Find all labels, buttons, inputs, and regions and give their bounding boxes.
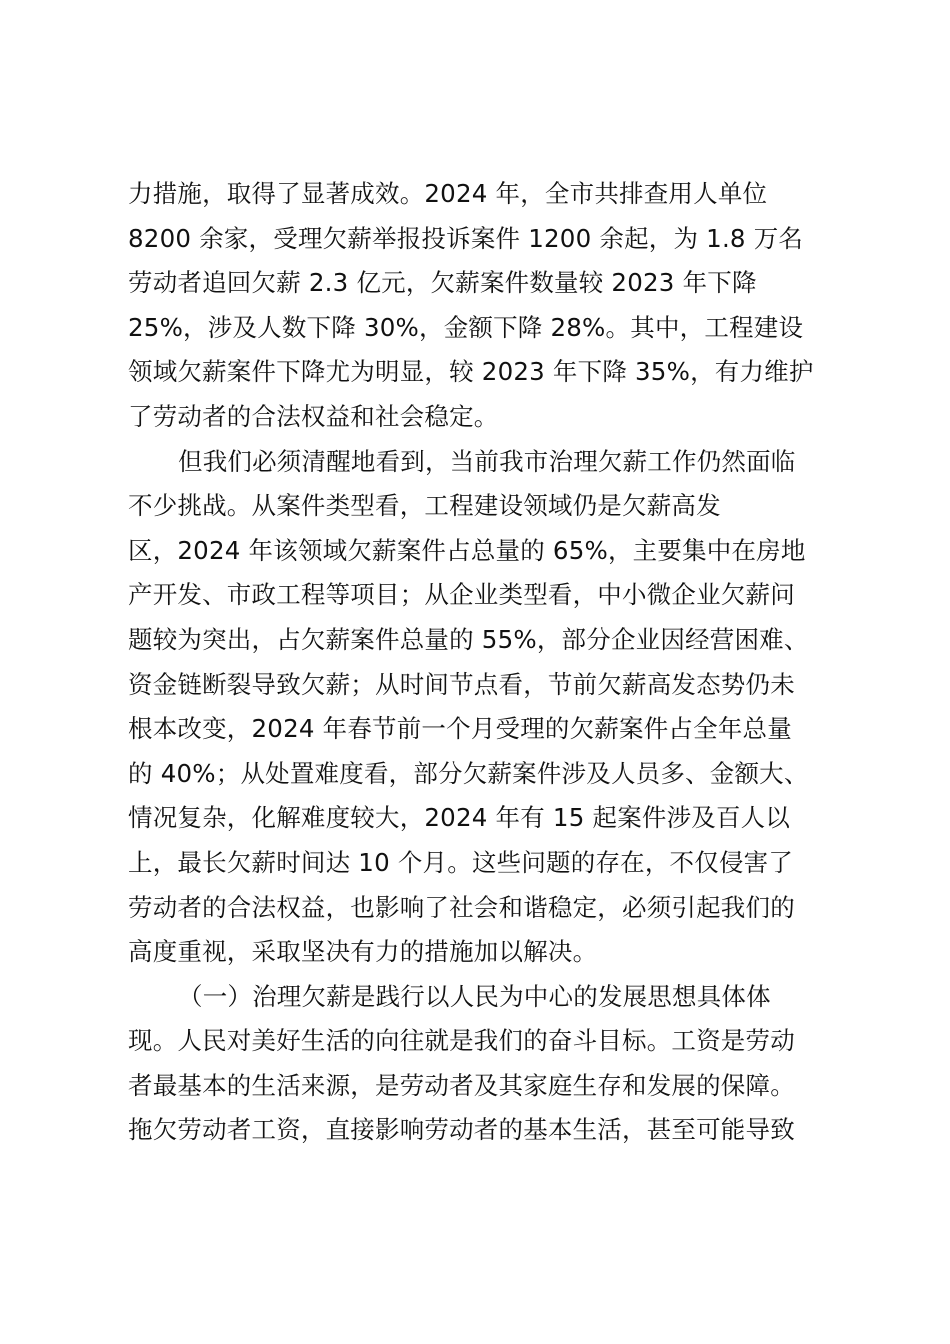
text-line: 资金链断裂导致欠薪；从时间节点看，节前欠薪高发态势仍未 [128,669,795,699]
text-line: 劳动者追回欠薪 2.3 亿元，欠薪案件数量较 2023 年下降 [128,268,757,298]
text-line: 不少挑战。从案件类型看，工程建设领域仍是欠薪高发 [128,491,721,521]
text-line: 情况复杂，化解难度较大，2024 年有 15 起案件涉及百人以 [128,803,791,833]
text-line: 高度重视，采取坚决有力的措施加以解决。 [128,937,598,967]
text-line: 8200 余家，受理欠薪举报投诉案件 1200 余起，为 1.8 万名 [128,223,804,253]
text-line: 劳动者的合法权益，也影响了社会和谐稳定，必须引起我们的 [128,892,795,922]
text-line: 了劳动者的合法权益和社会稳定。 [128,401,499,431]
text-line: 题较为突出，占欠薪案件总量的 55%，部分企业因经营困难、 [128,624,809,654]
body-text [128,172,828,1153]
text-line: 产开发、市政工程等项目；从企业类型看，中小微企业欠薪问 [128,580,795,610]
text-line: 的 40%；从处置难度看，部分欠薪案件涉及人员多、金额大、 [128,758,809,788]
text-line: 拖欠劳动者工资，直接影响劳动者的基本生活，甚至可能导致 [128,1115,795,1145]
text-line: 现。人民对美好生活的向往就是我们的奋斗目标。工资是劳动 [128,1026,795,1056]
section-heading-line: （一）治理欠薪是践行以人民为中心的发展思想具体体 [178,981,771,1011]
paragraph-first-line: 但我们必须清醒地看到，当前我市治理欠薪工作仍然面临 [178,446,796,476]
text-line: 力措施，取得了显著成效。2024 年，全市共排查用人单位 [128,179,768,208]
text-line: 领域欠薪案件下降尤为明显，较 2023 年下降 35%，有力维护 [128,357,814,387]
text-line: 根本改变，2024 年春节前一个月受理的欠薪案件占全年总量 [128,714,792,744]
text-line: 25%，涉及人数下降 30%，金额下降 28%。其中，工程建设 [128,312,804,342]
text-line: 者最基本的生活来源，是劳动者及其家庭生存和发展的保障。 [128,1070,795,1100]
text-line: 区，2024 年该领域欠薪案件占总量的 65%，主要集中在房地 [128,535,806,565]
text-line: 上，最长欠薪时间达 10 个月。这些问题的存在，不仅侵害了 [128,847,794,877]
